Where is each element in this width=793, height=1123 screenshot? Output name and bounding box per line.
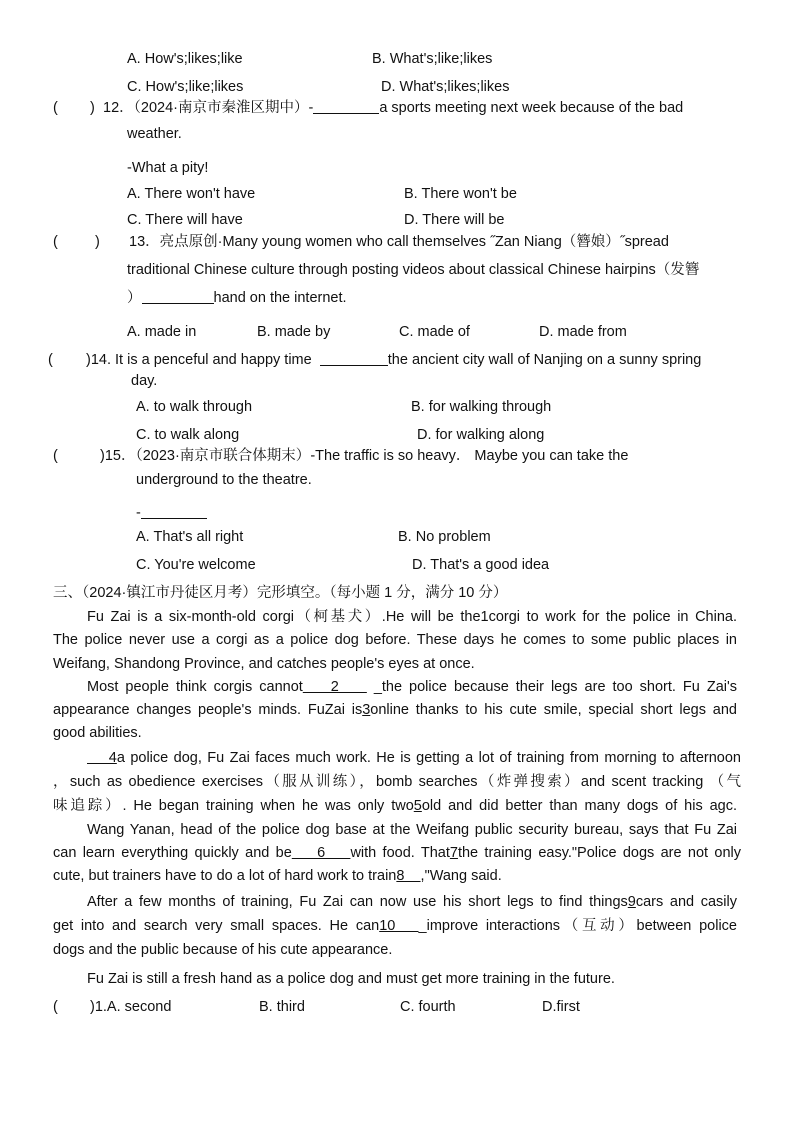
cloze-blank-9[interactable]: 9	[627, 894, 636, 910]
q15-source: （2023·南京市联合体期末）	[135, 448, 311, 464]
q15-stem-text: -The traffic is so heavy． Maybe you can take the	[310, 448, 629, 464]
passage-text: with food. That	[350, 845, 450, 861]
passage-p2-line3: good abilities.	[53, 725, 142, 741]
q12-stem-text: a sports meeting next week because of the bad	[379, 100, 684, 116]
passage-text: the training easy."Police dogs are not only	[457, 845, 741, 861]
q12-answer-paren-close: )	[90, 100, 95, 116]
q15-answer-paren-open: (	[53, 448, 58, 464]
passage-p4-line2	[53, 844, 741, 862]
q15-reply	[136, 504, 207, 522]
passage-p1-line1: Fu Zai is a six-month-old corgi（柯基犬）.He will be the1corgi to work for the police in China.	[87, 609, 737, 625]
q12-option-b: B. There won't be	[404, 186, 517, 202]
q12-option-d: D. There will be	[404, 212, 505, 228]
q15-lead: )15．	[100, 448, 136, 464]
passage-p3-line1	[87, 749, 741, 767]
q13-bracket: ）	[127, 290, 142, 306]
q11-option-d: D. What's;likes;likes	[381, 79, 510, 95]
q15-blank[interactable]	[141, 504, 207, 519]
passage-p5-line3: dogs and the public because of his cute appearance.	[53, 942, 393, 958]
q14-option-c: C. to walk along	[136, 427, 240, 443]
passage-text: _improve interactions（互动）between police	[418, 918, 737, 934]
passage-text: _the police because their legs are too short. Fu Zai's	[366, 679, 738, 695]
cloze-blank-6[interactable]: 6	[291, 845, 351, 861]
passage-text: get into and search very small spaces. He can	[53, 918, 380, 934]
passage-text: a police dog, Fu Zai faces much work. He is getting a lot of training from morning to afternoon	[116, 750, 741, 766]
q15-dash: -	[136, 505, 141, 521]
passage-text: appearance changes people's minds. FuZai is	[53, 702, 363, 718]
passage-text: online thanks to his cute smile, special short legs and	[370, 702, 737, 718]
cloze-blank-10[interactable]: 10	[379, 918, 419, 934]
section-heading: 三、（2024·镇江市丹徒区月考）完形填空。（每小题 1 分，满分 10 分）	[53, 585, 508, 601]
q12-number: 12．	[103, 100, 134, 116]
q13-stem-text: 亮点原创·Many young women who call themselves ˝Zan Niang（簪娘）˝spread	[159, 234, 669, 250]
passage-text: After a few months of training, Fu Zai can now use his short legs to find things	[87, 894, 628, 910]
passage-p4-line1: Wang Yanan, head of the police dog base at the Weifang public security bureau, says that Fu Zai	[87, 822, 737, 838]
q15-option-d: D. That's a good idea	[412, 557, 550, 573]
cloze-q1-paren-open: (	[53, 999, 58, 1015]
q14-stem-line2: day.	[131, 373, 158, 389]
cloze-blank-5[interactable]: 5	[413, 798, 422, 814]
passage-p6: Fu Zai is still a fresh hand as a police dog and must get more training in the future.	[87, 971, 615, 987]
cloze-q1-option-a: )1.A. second	[90, 999, 172, 1015]
q13-answer-paren-close: )	[95, 234, 100, 250]
q14-option-d: D. for walking along	[417, 427, 545, 443]
cloze-q1-option-b: B. third	[259, 999, 305, 1015]
q14-answer-paren-open: (	[48, 352, 53, 368]
q15-stem-line2: underground to the theatre.	[136, 472, 312, 488]
passage-text: 味追踪）. He began training when he was only two	[53, 798, 414, 814]
passage-text: cute, but trainers have to do a lot of hard work to train	[53, 868, 397, 884]
passage-p3-line2: ，such as obedience exercises（服从训练），bomb searches（炸弹搜索）and scent tracking （气	[53, 774, 741, 790]
q14-lead: )14. It is a penceful and happy time	[86, 352, 312, 368]
passage-p2-line1	[87, 678, 737, 696]
q14-option-b: B. for walking through	[411, 399, 552, 415]
cloze-blank-7[interactable]: 7	[449, 845, 458, 861]
q13-option-a: A. made in	[127, 324, 197, 340]
q13-option-d: D. made from	[539, 324, 627, 340]
passage-p4-line3	[53, 867, 502, 885]
cloze-q1-option-d: D.first	[542, 999, 580, 1015]
q11-option-c: C. How's;like;likes	[127, 79, 244, 95]
q14-blank[interactable]	[320, 351, 388, 366]
passage-p1-line3: Weifang, Shandong Province, and catches people's eyes at once.	[53, 656, 475, 672]
q12-option-a: A. There won't have	[127, 186, 256, 202]
passage-text: ,"Wang said.	[420, 868, 502, 884]
q13-stem-line3-text: hand on the internet.	[213, 290, 347, 306]
q11-option-a: A. How's;likes;like	[127, 51, 243, 67]
q13-stem-line2: traditional Chinese culture through posting videos about classical Chinese hairpins（发簪	[127, 262, 700, 278]
q12-blank[interactable]	[313, 99, 379, 114]
cloze-blank-8[interactable]: 8	[396, 868, 421, 884]
passage-text: old and did better than many dogs of his agc.	[421, 798, 737, 814]
cloze-blank-2[interactable]: 2	[302, 679, 367, 695]
passage-text: cars and casily	[635, 894, 737, 910]
q13-blank[interactable]	[142, 289, 214, 304]
q13-option-c: C. made of	[399, 324, 470, 340]
q12-stem	[103, 99, 683, 117]
passage-text: Most people think corgis cannot	[87, 679, 303, 695]
q12-reply: -What a pity!	[127, 160, 209, 176]
passage-p5-line1	[87, 893, 737, 911]
q12-answer-paren-open: (	[53, 100, 58, 116]
q13-stem	[129, 233, 669, 251]
passage-p3-line3	[53, 797, 737, 815]
q13-stem-line3	[127, 289, 347, 307]
q12-source: （2024·南京市秦淮区期中）	[133, 100, 309, 116]
passage-p1-line2: The police never use a corgi as a police dog before. These days he comes to some public places in	[53, 632, 737, 648]
q14-stem-text: the ancient city wall of Nanjing on a sunny spring	[387, 352, 702, 368]
q15-option-c: C. You're welcome	[136, 557, 256, 573]
q11-option-b: B. What's;like;likes	[372, 51, 493, 67]
q15-stem	[100, 447, 628, 465]
cloze-blank-3[interactable]: 3	[362, 702, 371, 718]
q13-number: 13．	[129, 234, 160, 250]
q12-stem-line2: weather.	[127, 126, 182, 142]
q13-answer-paren-open: (	[53, 234, 58, 250]
cloze-blank-4[interactable]: 4	[87, 750, 117, 766]
q13-option-b: B. made by	[257, 324, 331, 340]
q14-stem	[86, 351, 701, 369]
q15-option-a: A. That's all right	[136, 529, 244, 545]
q15-option-b: B. No problem	[398, 529, 491, 545]
q12-option-c: C. There will have	[127, 212, 243, 228]
q12-dash: -	[308, 100, 314, 116]
cloze-q1-option-c: C. fourth	[400, 999, 456, 1015]
passage-text: can learn everything quickly and be	[53, 845, 292, 861]
q14-option-a: A. to walk through	[136, 399, 253, 415]
passage-p2-line2	[53, 701, 737, 719]
passage-p5-line2	[53, 917, 737, 935]
